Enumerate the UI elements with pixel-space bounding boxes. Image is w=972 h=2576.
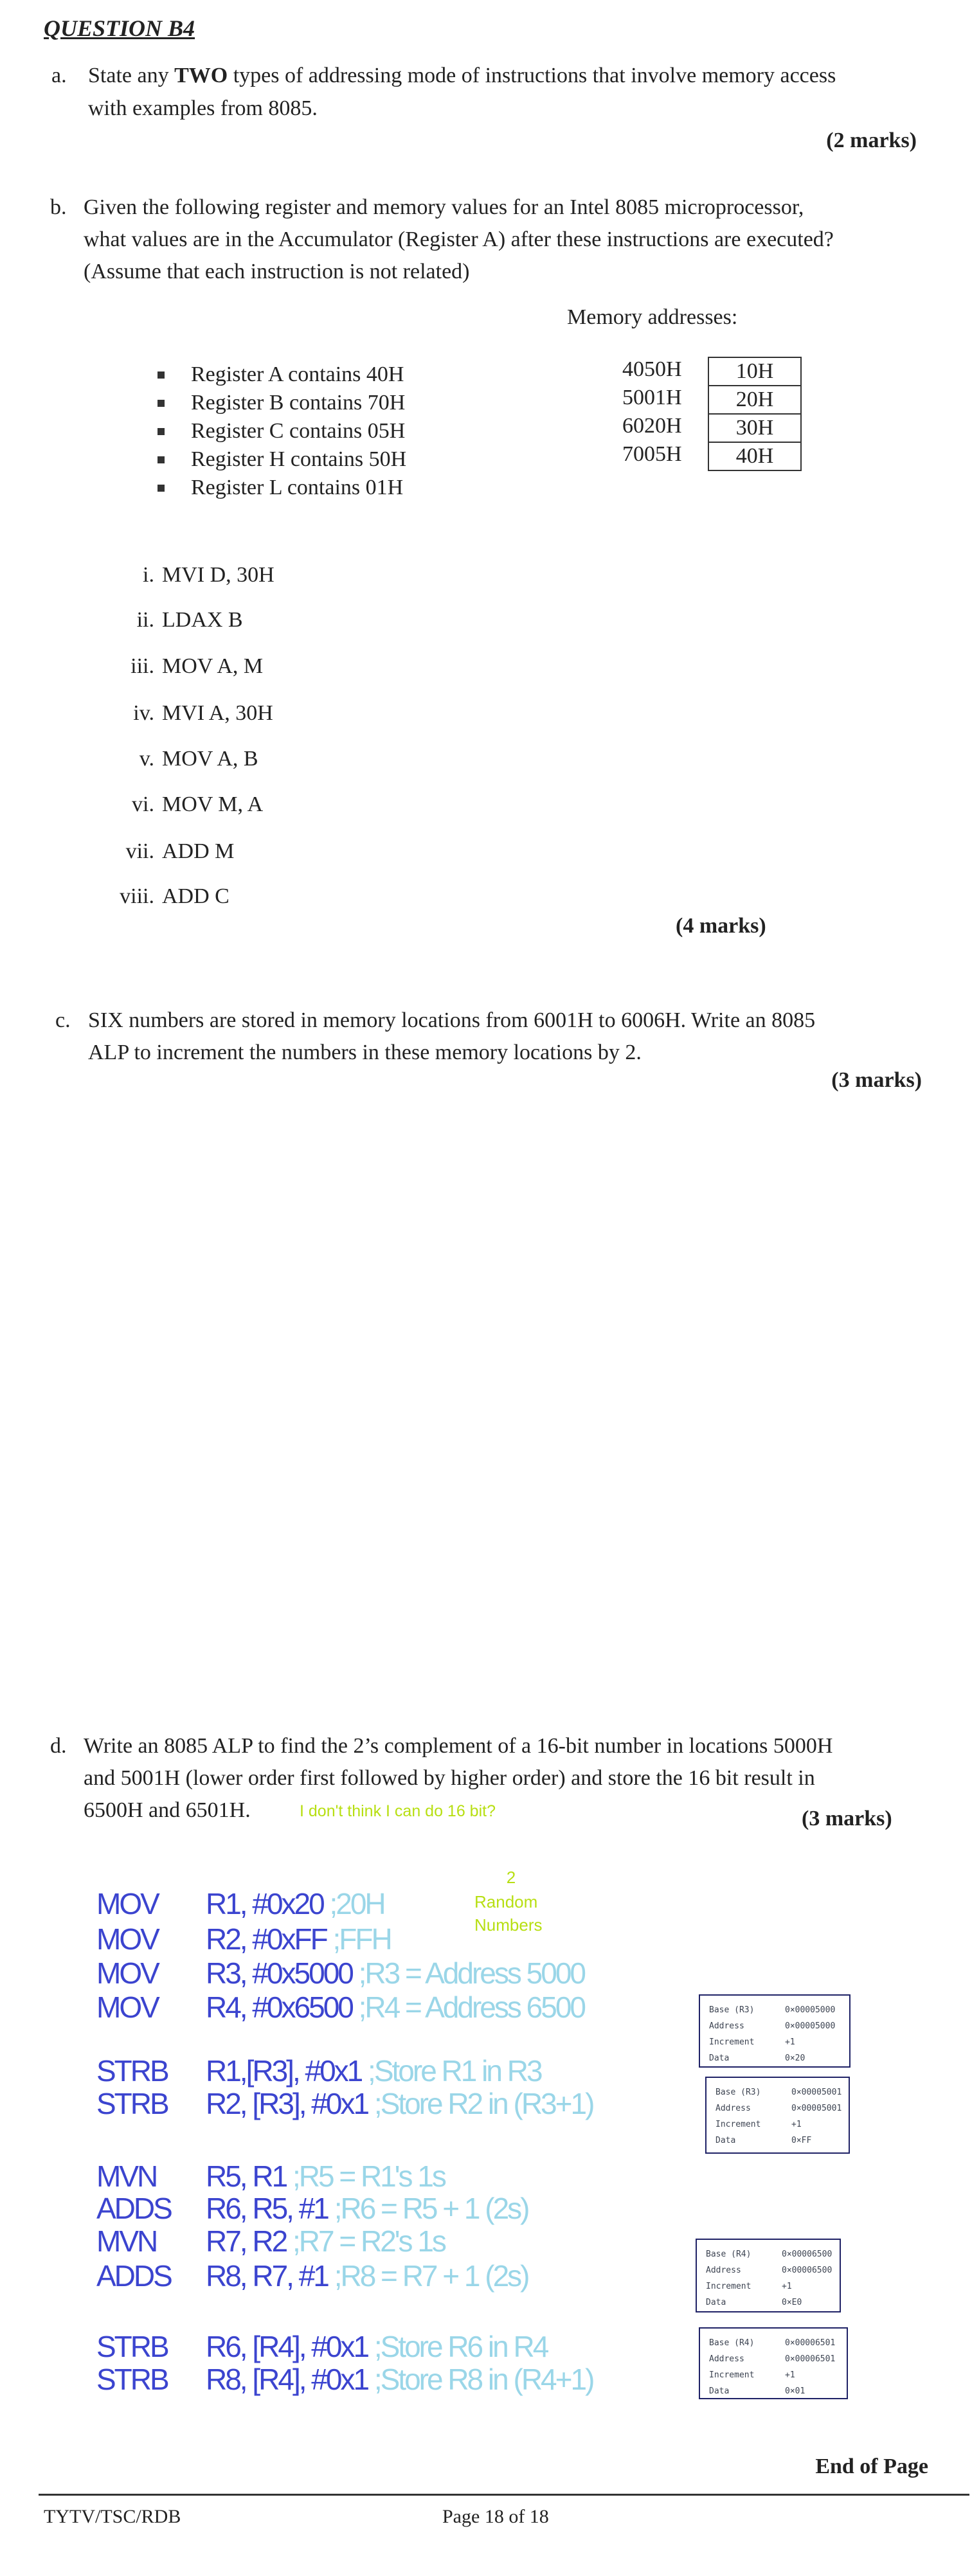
side-note-number: 2: [506, 1868, 516, 1887]
label: Data: [709, 2386, 730, 2396]
opcode: ADDS: [96, 2259, 171, 2293]
label: Base (R3): [709, 2005, 755, 2015]
text: State any: [88, 64, 175, 87]
instruction-text: MOV A, B: [162, 747, 258, 771]
instruction-text: LDAX B: [162, 608, 243, 632]
register-item: Register C contains 05H: [191, 419, 406, 443]
opcode: MOV: [96, 1990, 158, 2024]
operands: R1, #0x20: [206, 1887, 323, 1920]
instruction-number: i.: [143, 563, 154, 587]
instruction-number: v.: [139, 747, 154, 771]
comment: ;Store R6 in R4: [374, 2330, 548, 2363]
opcode: STRB: [96, 2054, 168, 2088]
operands: R8, R7, #1: [206, 2259, 328, 2293]
value: 0×00006500: [782, 2266, 833, 2275]
code-line: [96, 2055, 541, 2087]
instruction-number: iii.: [130, 654, 154, 678]
part-b-line1: Given the following register and memory values for an Intel 8085 microprocessor,: [84, 195, 804, 219]
instruction-text: MVI A, 30H: [162, 701, 273, 725]
memory-debug-panel: [705, 2077, 850, 2154]
register-item: Register A contains 40H: [191, 362, 404, 386]
instruction-number: viii.: [120, 884, 154, 908]
operands: R7, R2: [206, 2224, 287, 2258]
instruction-number: vii.: [125, 839, 154, 863]
label: Increment: [706, 2282, 752, 2291]
comment: ;R5 = R1's 1s: [292, 2160, 445, 2193]
comment: ;R7 = R2's 1s: [292, 2224, 445, 2258]
part-c-line2: ALP to increment the numbers in these memory locations by 2.: [88, 1041, 642, 1064]
bullet-icon: [158, 485, 165, 492]
code-line: [96, 1888, 384, 1920]
operands: R1,[R3], #0x1: [206, 2054, 362, 2088]
bullet-icon: [158, 428, 165, 435]
label: Increment: [709, 2370, 755, 2380]
text: types of addressing mode of instructions that involve memory access: [228, 64, 836, 87]
memory-value: 20H: [708, 385, 802, 415]
memory-address: 4050H: [622, 357, 682, 381]
label: Base (R4): [709, 2338, 755, 2348]
instruction-text: ADD M: [162, 839, 235, 863]
side-note-line3: Numbers: [474, 1915, 543, 1935]
handwritten-note: I don't think I can do 16 bit?: [300, 1802, 496, 1820]
part-c-line1: SIX numbers are stored in memory locations from 6001H to 6006H. Write an 8085: [88, 1008, 816, 1032]
page-number: Page 18 of 18: [442, 2506, 549, 2527]
operands: R5, R1: [206, 2160, 287, 2193]
side-note-line2: Random: [474, 1892, 538, 1911]
code-line: [96, 2330, 547, 2363]
comment: ;R4 = Address 6500: [358, 1990, 584, 2024]
code-line: [96, 2225, 445, 2257]
label: Base (R3): [716, 2088, 761, 2097]
part-d-marks: (3 marks): [802, 1807, 892, 1830]
opcode: MVN: [96, 2224, 157, 2258]
memory-debug-panel: [699, 2327, 848, 2399]
label: Increment: [709, 2037, 755, 2047]
comment: ;Store R1 in R3: [368, 2054, 541, 2088]
opcode: MOV: [96, 1922, 158, 1956]
comment: ;Store R2 in (R3+1): [374, 2087, 593, 2120]
part-a-line2: with examples from 8085.: [88, 96, 318, 120]
label: Base (R4): [706, 2250, 752, 2259]
label: Increment: [716, 2120, 761, 2129]
register-item: Register H contains 50H: [191, 447, 407, 471]
operands: R6, R5, #1: [206, 2192, 328, 2225]
opcode: STRB: [96, 2087, 168, 2120]
value: 0×00006500: [782, 2250, 833, 2259]
footer-code: TYTV/TSC/RDB: [44, 2506, 181, 2527]
memory-debug-panel: [696, 2239, 841, 2312]
code-line: [96, 2088, 593, 2120]
memory-heading: Memory addresses:: [567, 305, 738, 329]
opcode: ADDS: [96, 2192, 171, 2225]
comment: ;R6 = R5 + 1 (2s): [334, 2192, 528, 2225]
value: 0×00005000: [785, 2021, 836, 2031]
code-line: [96, 1991, 584, 2023]
label: Address: [709, 2354, 744, 2364]
comment: ;20H: [329, 1887, 384, 1920]
operands: R2, [R3], #0x1: [206, 2087, 368, 2120]
opcode: STRB: [96, 2363, 168, 2396]
operands: R4, #0x6500: [206, 1990, 352, 2024]
opcode: STRB: [96, 2330, 168, 2363]
bullet-icon: [158, 371, 165, 379]
bullet-icon: [158, 456, 165, 463]
bullet-icon: [158, 400, 165, 407]
part-d-line3: 6500H and 6501H.: [84, 1798, 251, 1822]
code-line: [96, 1923, 391, 1955]
code-line: [96, 2363, 593, 2395]
end-of-page: End of Page: [815, 2455, 928, 2478]
value: +1: [785, 2370, 795, 2380]
code-line: [96, 1957, 584, 1989]
label: Data: [706, 2298, 726, 2307]
opcode: MOV: [96, 1887, 158, 1920]
value: 0×00005001: [791, 2088, 842, 2097]
opcode: MVN: [96, 2160, 157, 2193]
code-line: [96, 2160, 445, 2192]
value: 0×01: [785, 2386, 806, 2396]
comment: ;R8 = R7 + 1 (2s): [334, 2259, 528, 2293]
label: Address: [706, 2266, 741, 2275]
code-line: [96, 2260, 528, 2292]
code-line: [96, 2192, 528, 2224]
instruction-number: iv.: [133, 701, 154, 725]
register-item: Register B contains 70H: [191, 391, 406, 415]
operands: R2, #0xFF: [206, 1922, 327, 1956]
part-b-line2: what values are in the Accumulator (Register A) after these instructions are executed?: [84, 228, 834, 251]
operands: R6, [R4], #0x1: [206, 2330, 368, 2363]
part-b-line3: (Assume that each instruction is not related): [84, 260, 470, 283]
value: 0×E0: [782, 2298, 802, 2307]
part-a-label: a.: [51, 64, 67, 87]
instruction-text: MOV M, A: [162, 792, 264, 816]
question-title: QUESTION B4: [44, 15, 195, 41]
part-b-marks: (4 marks): [676, 914, 766, 938]
part-d-line2: and 5001H (lower order first followed by higher order) and store the 16 bit result in: [84, 1766, 815, 1790]
memory-address: 7005H: [622, 442, 682, 466]
value: 0×FF: [791, 2136, 812, 2145]
comment: ;R3 = Address 5000: [358, 1956, 584, 1990]
memory-value: 10H: [708, 357, 802, 386]
part-d-label: d.: [50, 1734, 67, 1758]
register-item: Register L contains 01H: [191, 476, 404, 499]
label: Address: [716, 2104, 751, 2113]
footer-divider: [39, 2494, 969, 2496]
memory-value: 30H: [708, 413, 802, 443]
value: +1: [791, 2120, 802, 2129]
operands: R8, [R4], #0x1: [206, 2363, 368, 2396]
memory-address: 6020H: [622, 414, 682, 438]
instruction-text: MOV A, M: [162, 654, 264, 678]
instruction-number: ii.: [136, 608, 154, 632]
instruction-text: ADD C: [162, 884, 230, 908]
value: 0×00005001: [791, 2104, 842, 2113]
part-d-line1: Write an 8085 ALP to find the 2’s complement of a 16-bit number in locations 5000H: [84, 1734, 833, 1758]
emphasis: TWO: [174, 64, 228, 87]
value: +1: [782, 2282, 792, 2291]
memory-debug-panel: [699, 1994, 851, 2068]
part-c-label: c.: [55, 1008, 71, 1032]
label: Data: [716, 2136, 736, 2145]
operands: R3, #0x5000: [206, 1956, 352, 1990]
memory-address: 5001H: [622, 386, 682, 409]
value: 0×20: [785, 2053, 806, 2063]
value: 0×00006501: [785, 2338, 836, 2348]
part-a-marks: (2 marks): [826, 129, 917, 152]
instruction-number: vi.: [132, 792, 154, 816]
value: 0×00006501: [785, 2354, 836, 2364]
label: Address: [709, 2021, 744, 2031]
comment: ;FFH: [332, 1922, 391, 1956]
memory-value: 40H: [708, 442, 802, 471]
label: Data: [709, 2053, 730, 2063]
part-c-marks: (3 marks): [831, 1068, 922, 1092]
opcode: MOV: [96, 1956, 158, 1990]
instruction-text: MVI D, 30H: [162, 563, 274, 587]
value: +1: [785, 2037, 795, 2047]
part-b-label: b.: [50, 195, 67, 219]
value: 0×00005000: [785, 2005, 836, 2015]
part-a-line1: [88, 63, 836, 89]
comment: ;Store R8 in (R4+1): [374, 2363, 593, 2396]
